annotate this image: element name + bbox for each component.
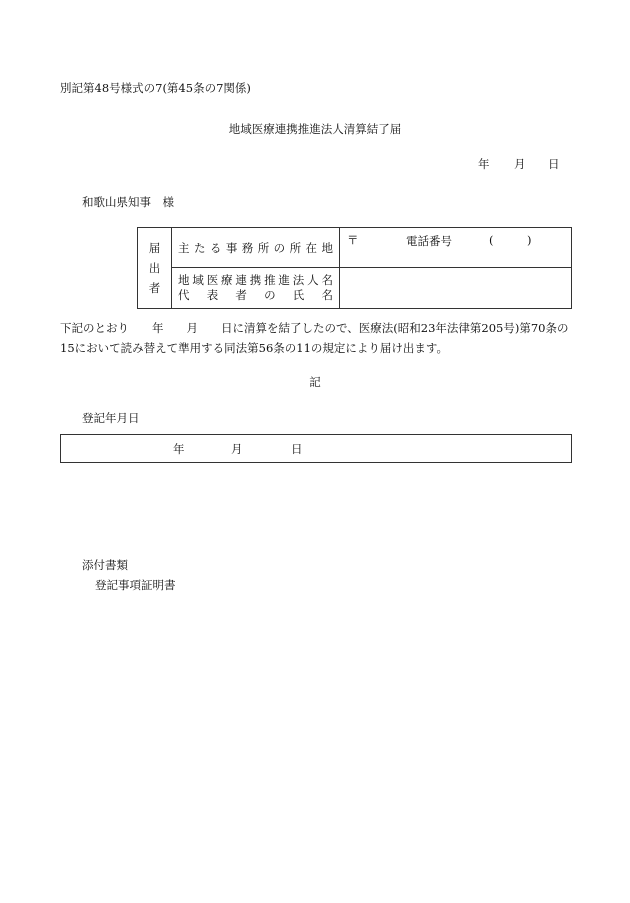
ki-heading: 記 (309, 375, 321, 389)
postal-mark: 〒 (347, 233, 359, 247)
phone-label: 電話番号 (406, 234, 452, 248)
registration-day: 日 (291, 442, 303, 456)
date-month: 月 (514, 157, 526, 171)
attachments-title: 添付書類 (82, 558, 128, 572)
registration-month: 月 (231, 442, 243, 456)
date-day: 日 (548, 157, 560, 171)
corp-name-label: 地 域 医 療 連 携 推 進 法 人 名 代 表 者 の 氏 名 (172, 268, 340, 309)
phone-paren-close: ) (527, 233, 532, 247)
applicant-header-char: 出 (148, 261, 161, 275)
applicant-table (137, 227, 572, 309)
phone-paren-open: ( (489, 233, 494, 247)
applicant-header (138, 228, 172, 309)
attachment-item: 登記事項証明書 (95, 578, 176, 592)
office-location-label: 主 た る 事 務 所 の 所 在 地 (172, 228, 340, 268)
applicant-header-char: 届 (148, 241, 161, 255)
date-year: 年 (478, 157, 490, 171)
registration-year: 年 (173, 442, 185, 456)
body-text: 下記のとおり 年 月 日に清算を結了したので、医療法(昭和23年法律第205号)第70条の15において読み替えて準用する同法第56条の11の規定により届け出ます。 (60, 321, 569, 355)
applicant-header-char: 者 (148, 281, 161, 295)
corp-name-field[interactable] (340, 268, 572, 309)
addressee: 和歌山県知事 様 (82, 195, 174, 209)
office-location-field[interactable] (340, 228, 572, 268)
document-title: 地域医療連携推進法人清算結了届 (228, 122, 402, 136)
registration-date-box[interactable] (60, 434, 572, 463)
registration-date-label: 登記年月日 (82, 411, 140, 425)
form-number: 別記第48号様式の7(第45条の7関係) (60, 81, 251, 95)
